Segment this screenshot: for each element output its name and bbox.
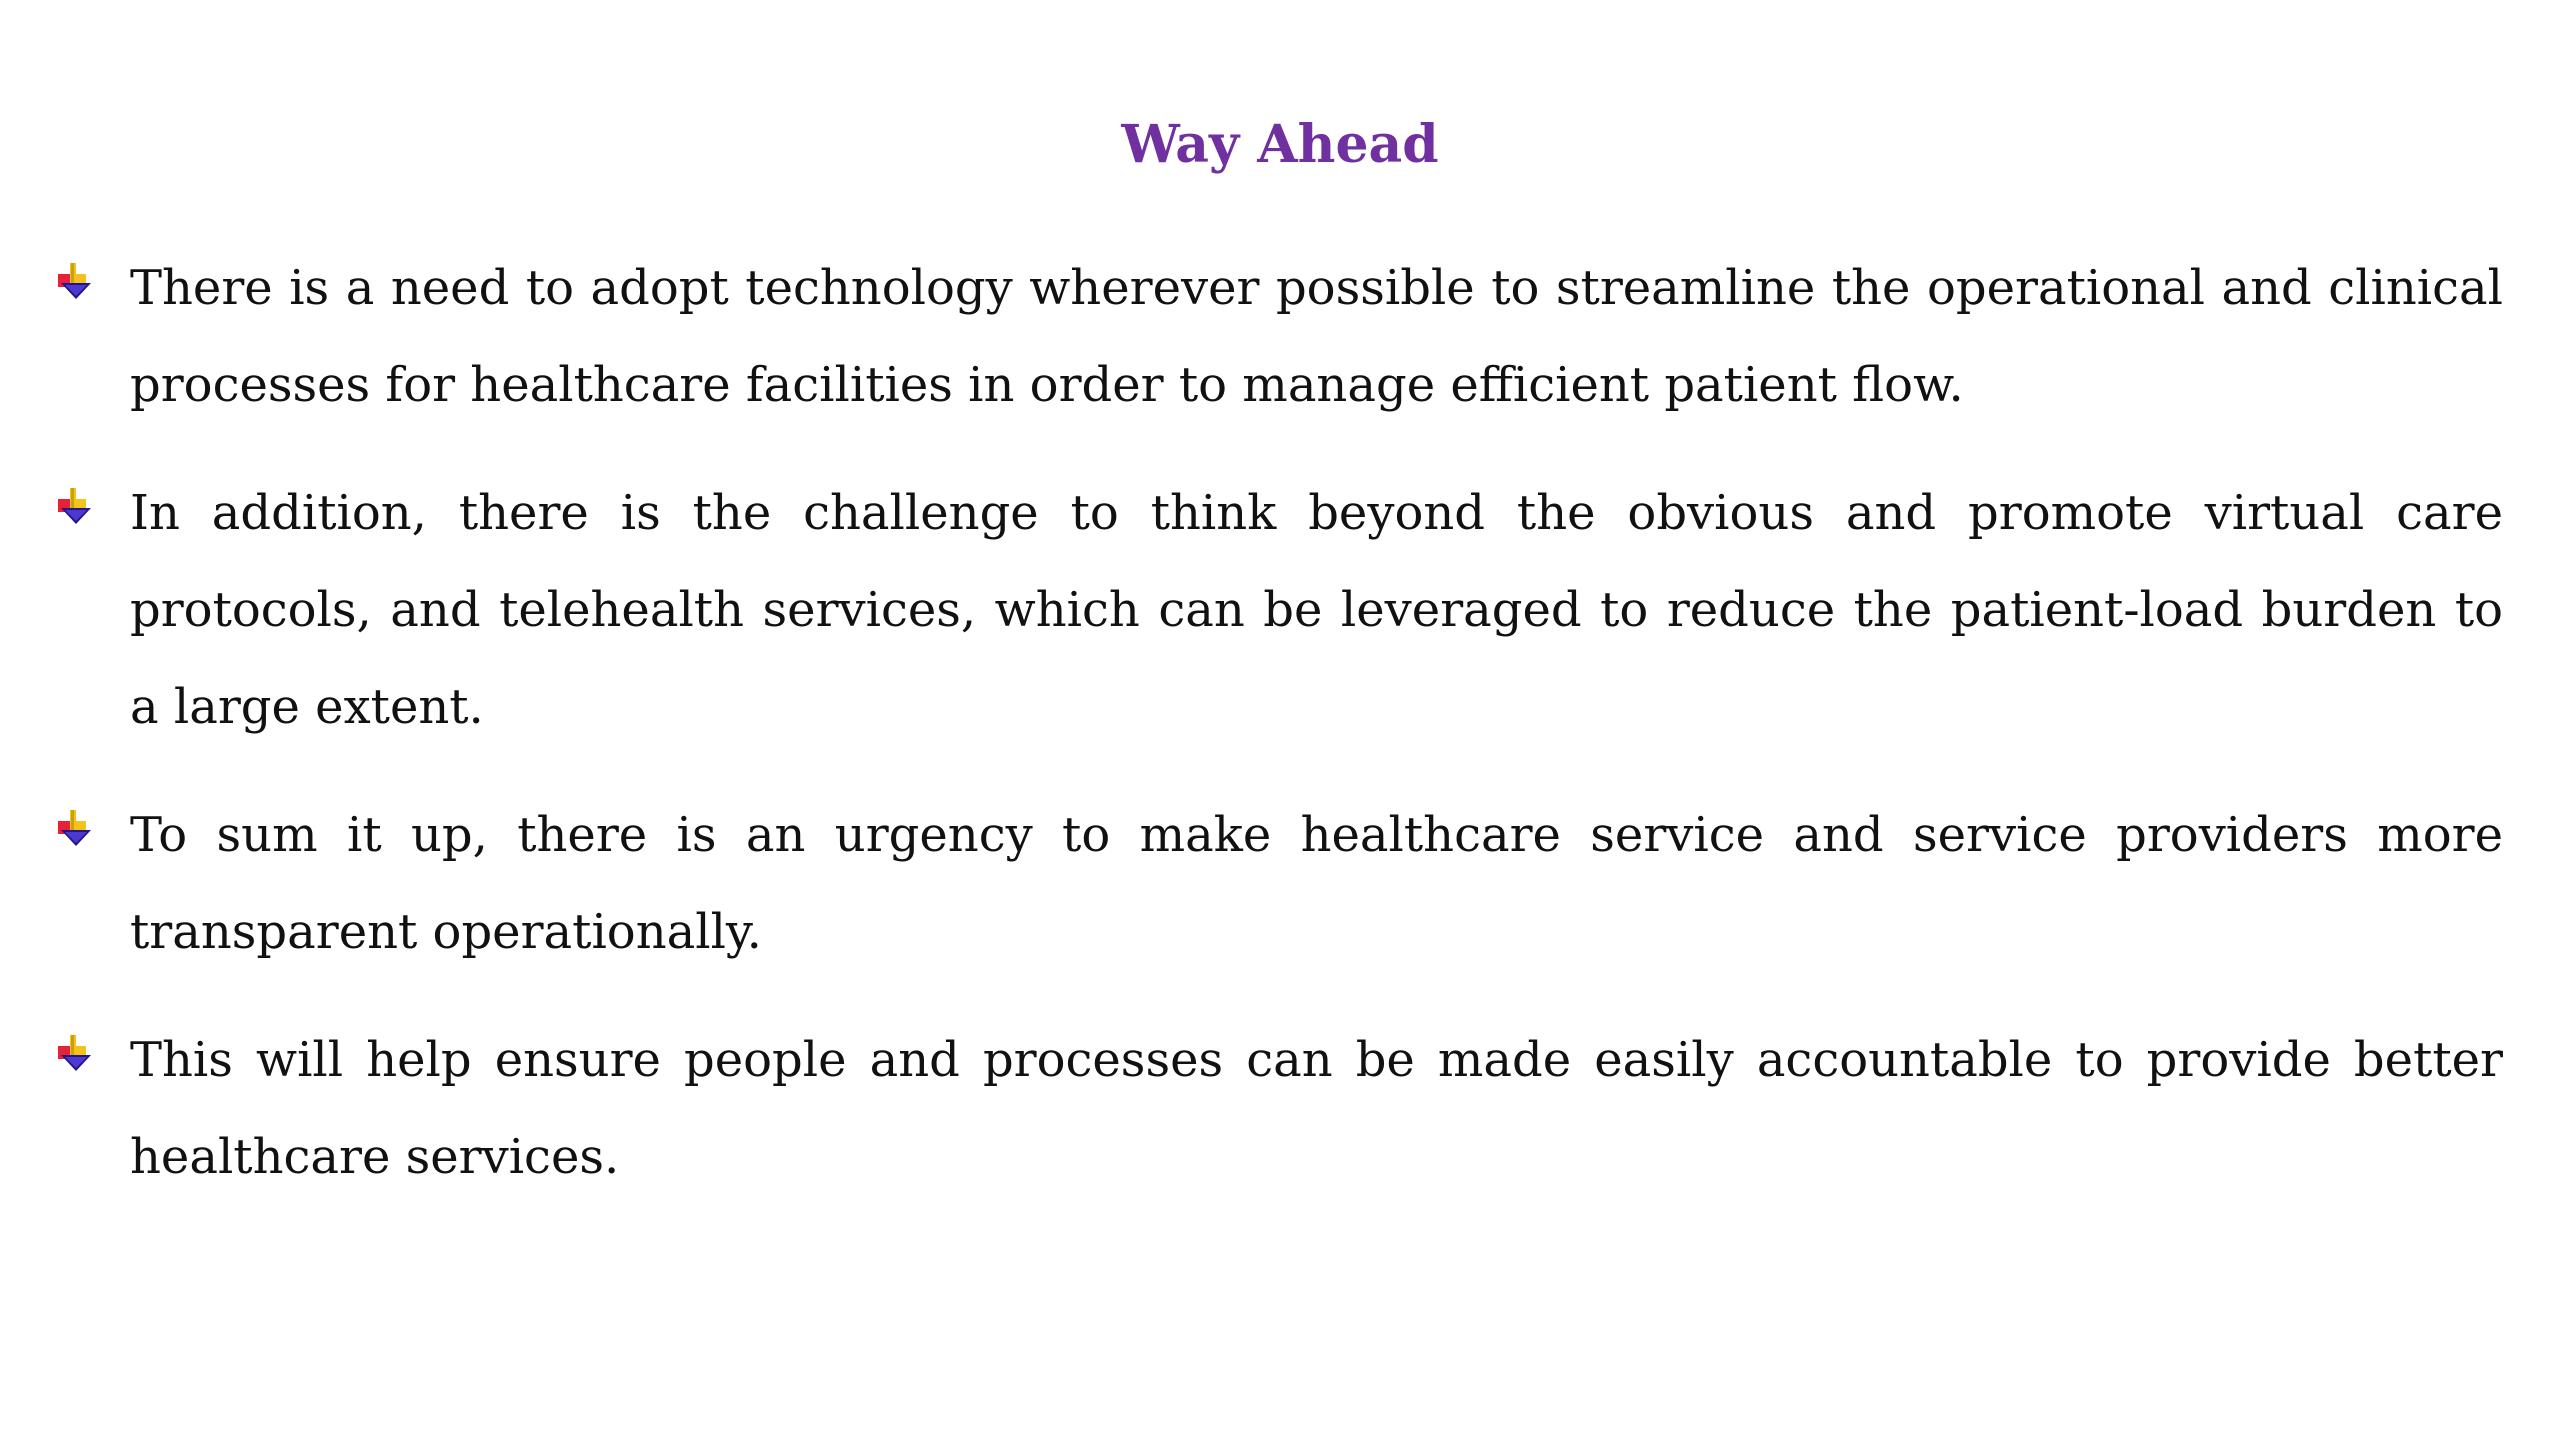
bullet-text: To sum it up, there is an urgency to make healthcare service and service providers more transparent operationally.	[130, 807, 2503, 960]
bullet-list	[0, 240, 2560, 1237]
down-arrow-bullet-icon	[55, 1033, 95, 1073]
bullet-text: This will help ensure people and processes can be made easily accountable to provide better healthcare services.	[130, 1032, 2503, 1185]
bullet-item	[0, 465, 2560, 756]
slide-title: Way Ahead	[1121, 114, 1439, 175]
bullet-text: In addition, there is the challenge to think beyond the obvious and promote virtual care protocols, and telehealth services, which can be leveraged to reduce the patient-load burden to a large extent.	[130, 485, 2503, 735]
bullet-item	[0, 240, 2560, 434]
down-arrow-bullet-icon	[55, 261, 95, 301]
down-arrow-bullet-icon	[55, 808, 95, 848]
bullet-item	[0, 1012, 2560, 1206]
bullet-item	[0, 787, 2560, 981]
down-arrow-bullet-icon	[55, 486, 95, 526]
bullet-text: There is a need to adopt technology wherever possible to streamline the operational and clinical processes for healthcare facilities in order to manage efficient patient flow.	[130, 260, 2503, 413]
